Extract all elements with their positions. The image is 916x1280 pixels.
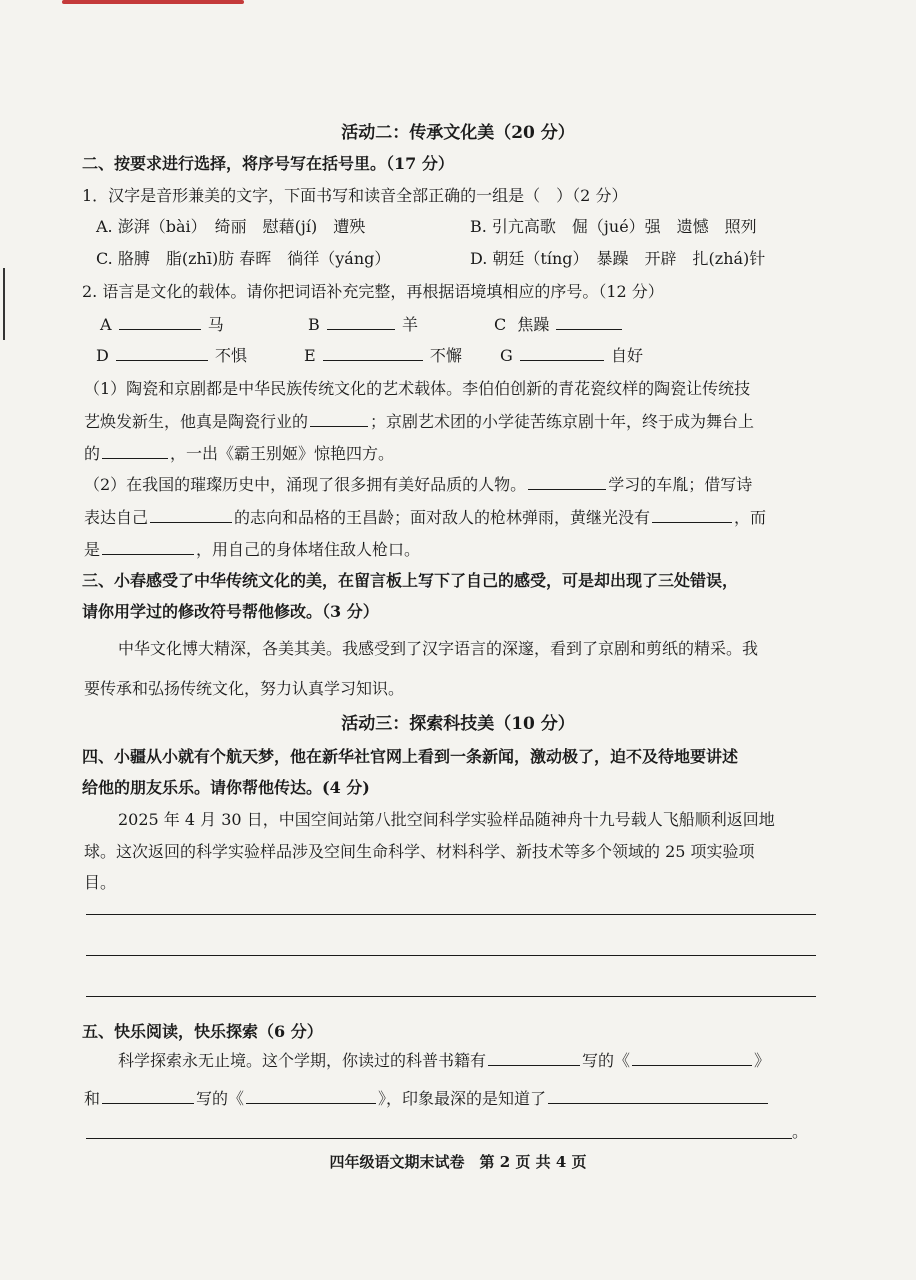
fill-suffix: 马 [207,315,224,334]
binding-mark [3,268,5,340]
news-line1: 2025 年 4 月 30 日，中国空间站第八批空间科学实验样品随神舟十九号载人飞船顺利返回地 [118,810,775,829]
fill-suffix: 不惧 [215,346,248,365]
text: 艺焕发新生，他真是陶瓷行业的 [84,412,309,431]
text: 的 [84,444,101,463]
text: 写的《 [196,1089,245,1108]
passage2-line3 [84,537,420,562]
text: 》，印象最深的是知道了 [378,1089,547,1108]
answer-blank[interactable] [520,343,604,361]
passage1-line3 [84,441,394,466]
option-c: C. 胳膊 脂(zhī)肪 春晖 徜徉（yáng） [96,249,391,268]
answer-blank[interactable] [246,1086,376,1104]
fill-a [100,312,224,337]
writing-line[interactable] [86,1138,792,1139]
answer-blank[interactable] [116,343,208,361]
q2-item1-stem: 1．汉字是音形兼美的文字，下面书写和读音全部正确的一组是（ ）（2 分） [82,186,628,205]
fill-suffix: 羊 [401,315,418,334]
answer-blank[interactable] [102,537,194,555]
passage1-line2 [84,409,754,434]
option-d: D. 朝廷（tíng） 暴躁 开辟 扎(zhá)针 [470,249,766,268]
option-a: A. 澎湃（bài） 绮丽 慰藉(jí) 遭殃 [96,217,366,236]
q5-end-period: 。 [792,1122,809,1141]
text: （2）在我国的璀璨历史中，涌现了很多拥有美好品质的人物。 [84,475,527,494]
fill-g [500,343,643,368]
fill-e [304,343,462,368]
q2-heading: 二、按要求进行选择，将序号写在括号里。（17 分） [82,154,454,173]
q2-item2-stem: 2. 语言是文化的载体。请你把词语补充完整，再根据语境填相应的序号。（12 分） [82,282,664,301]
answer-blank[interactable] [488,1048,580,1066]
page-footer: 四年级语文期末试卷 第 2 页 共 4 页 [329,1153,587,1171]
text: ，而 [734,508,767,527]
q4-heading-line1: 四、小疆从小就有个航天梦，他在新华社官网上看到一条新闻，激动极了，迫不及待地要讲述 [82,747,739,766]
top-red-mark [62,0,244,4]
writing-line[interactable] [86,996,816,997]
q3-text-line1: 中华文化博大精深，各美其美。我感受到了汉字语言的深邃，看到了京剧和剪纸的精采。我 [118,639,759,658]
fill-b [308,312,418,337]
text: ，一出《霸王别姬》惊艳四方。 [170,444,395,463]
writing-line[interactable] [86,914,816,915]
q5-line1 [118,1048,770,1073]
q3-heading-line2: 请你用学过的修改符号帮他修改。（3 分） [82,602,379,621]
answer-blank[interactable] [632,1048,752,1066]
answer-blank[interactable] [327,312,395,330]
fill-label: G [500,346,513,365]
news-line2: 球。这次返回的科学实验样品涉及空间生命科学、材料科学、新技术等多个领域的 25 项实验项 [84,842,755,861]
q4-heading-line2: 给他的朋友乐乐。请你帮他传达。(4 分) [82,778,370,797]
q5-heading: 五、快乐阅读，快乐探索（6 分） [82,1022,323,1041]
answer-blank[interactable] [310,409,368,427]
fill-suffix: 自好 [610,346,643,365]
activity2-title: 活动二：传承文化美（20 分） [341,123,575,143]
fill-c [494,312,624,337]
fill-prefix: 焦躁 [517,315,550,334]
text: 和 [84,1089,101,1108]
fill-label: D [96,346,109,365]
text: 是 [84,540,101,559]
fill-label: E [304,346,316,365]
q3-text-line2: 要传承和弘扬传统文化，努力认真学习知识。 [84,679,405,698]
text: 》 [754,1051,771,1070]
text: 表达自己 [84,508,149,527]
answer-blank[interactable] [150,505,232,523]
answer-blank[interactable] [528,472,606,490]
fill-label: C [494,315,507,334]
passage1-line1: （1）陶瓷和京剧都是中华民族传统文化的艺术载体。李伯伯创新的青花瓷纹样的陶瓷让传统技 [84,379,751,398]
answer-blank[interactable] [102,441,168,459]
text: ；京剧艺术团的小学徒苦练京剧十年，终于成为舞台上 [370,412,755,431]
answer-blank[interactable] [548,1086,768,1104]
option-b: B. 引亢高歌 倔（jué）强 遗憾 照列 [470,217,757,236]
text: 写的《 [582,1051,631,1070]
activity3-title: 活动三：探索科技美（10 分） [341,714,575,734]
answer-blank[interactable] [119,312,201,330]
q5-line2 [84,1086,770,1111]
answer-blank[interactable] [556,312,622,330]
q3-heading-line1: 三、小春感受了中华传统文化的美，在留言板上写下了自己的感受，可是却出现了三处错误， [82,571,739,590]
answer-blank[interactable] [323,343,423,361]
passage2-line1 [84,472,752,497]
text: 的志向和品格的王昌龄；面对敌人的枪林弹雨，黄继光没有 [234,508,651,527]
fill-label: A [100,315,112,334]
text: 学习的车胤；借写诗 [608,475,753,494]
answer-blank[interactable] [102,1086,194,1104]
text: 科学探索永无止境。这个学期，你读过的科普书籍有 [118,1051,487,1070]
fill-label: B [308,315,320,334]
fill-suffix: 不懈 [429,346,462,365]
passage2-line2 [84,505,766,530]
fill-d [96,343,247,368]
news-line3: 目。 [84,873,117,892]
answer-blank[interactable] [652,505,732,523]
writing-line[interactable] [86,955,816,956]
text: ，用自己的身体堵住敌人枪口。 [196,540,421,559]
